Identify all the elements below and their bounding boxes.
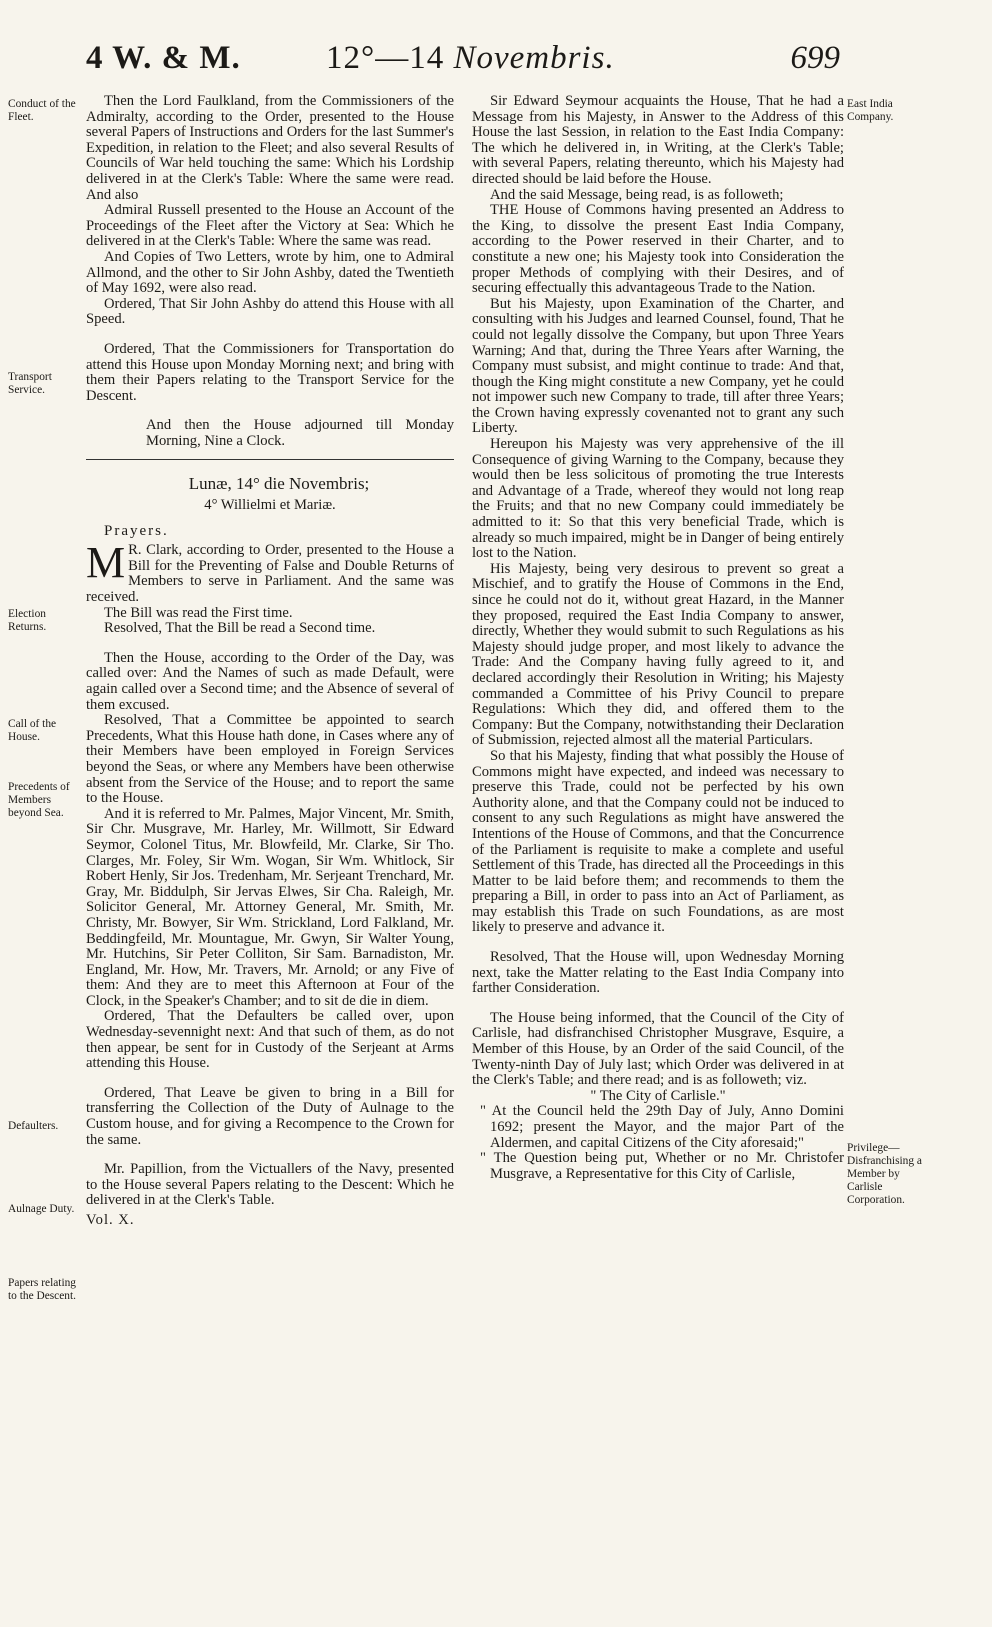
paragraph: Mr. Papillion, from the Victuallers of the Navy, presented to the House several Papers relating to the Descent: Which he delivered in at the Clerk's Table. [86,1161,454,1209]
paragraph: His Majesty, being very desirous to prevent so great a Mischief, and to gratify the House of Commons in the End, since he could not do it, without great Hazard, in the Manner they proposed, required the East India Company to answer, directly, Whether they would submit to such Regulations as his Majesty should judge proper, and most likely to advance the Trade: And the Company having fully agreed to it, and declared accordingly their Resolution in Writing; his Majesty commanded a Committee of his Privy Council to prepare Regulations: Which they did, and offered them to the Company: But the Company, notwithstanding their Declaration of Submission, rejected almost all the material Particulars. [472,560,844,749]
paragraph: And the said Message, being read, is as followeth; [490,186,784,203]
right-column [472,94,844,1182]
drop-cap: M [86,538,126,588]
margin-note-aulnage: Aulnage Duty. [8,1203,75,1215]
paragraph: Resolved, That the Bill be read a Second time. [104,620,376,637]
paragraph: But his Majesty, upon Examination of the Charter, and consulting with his Judges and learned Counsel, found, That he could not legally dissolve the Company, but upon Three Years Warning; And that, during the Three Years after Warning, the Company must subsist, and might continue to trade: And that, though the King might constitute a new Company, yet he could not impower such new Company to trade, till after three Years; the Crown having expressly covenanted not to grant any such Liberty. [472,295,844,437]
paragraph: Ordered, That the Defaulters be called over, upon Wednesday-sevennight next: And that such of them, as do not then appear, be sent for in Custody of the Serjeant at Arms attending this House. [86,1008,454,1072]
margin-note-call: Call of the House. [8,718,57,743]
quote-paragraph: " The Question being put, Whether or no Mr. Christofer Musgrave, a Representative for this City of Carlisle, [480,1150,844,1182]
paragraph: Resolved, That a Committee be appointed to search Precedents, What this House hath done, in Cases where any of their Members have been employed in Foreign Services beyond the Seas, or where any Members have been otherwise absent from the Service of the House; and to report the same to the House. [86,712,454,807]
paragraph: Admiral Russell presented to the House an Account of the Proceedings of the Fleet after the Victory at Sea: Which he delivered in at the Clerk's Table: Where the same was read. [86,202,454,250]
date-heading [326,40,615,77]
paragraph-dropcap [86,538,454,606]
quote-paragraph: " At the Council held the 29th Day of July, Anno Domini 1692; present the Mayor, and the major Part of the Aldermen, and capital Citizens of the City aforesaid;" [480,1103,844,1151]
margin-note-papers: Papers relating to the Descent. [8,1277,77,1302]
margin-note-defaulters: Defaulters. [8,1120,59,1132]
paragraph: And it is referred to Mr. Palmes, Major Vincent, Mr. Smith, Sir Chr. Musgrave, Mr. Harley, Mr. Willmott, Sir Edward Seymor, Colonel Titus, Mr. Blowfeild, Mr. Clarke, Sir Tho. Clarges, Mr. Foley, Sir Wm. Wogan, Sir Wm. Whitlock, Sir Robert Henly, Sir Jos. Tredenham, Mr. Serjeant Trenchard, Mr. Gray, Mr. Biddulph, Sir Jervas Elwes, Sir Cha. Raleigh, Mr. Solicitor General, Mr. Attorney General, Mr. Smith, Mr. Christy, Mr. Bowyer, Sir Wm. Strickland, Lord Falkland, Mr. Beddingfeild, Mr. Mountague, Mr. Gwyn, Sir Walter Young, Mr. Hutchins, Sir Peter Colliton, Sir Sam. Barnadiston, Mr. England, Mr. How, Mr. Travers, Mr. Arnold; or any Five of them: And they are to meet this Afternoon at Four of the Clock, in the Speaker's Chamber; and to sit de die in diem. [86,805,454,1009]
page-number: 699 [790,40,840,76]
page-header [86,40,840,90]
paragraph: Then the House, according to the Order of the Day, was called over: And the Names of such as made Default, were again called over a Second time; and the Absence of several of them excused. [86,649,454,713]
margin-note-election: Election Returns. [8,608,47,633]
margin-note-precedents: Precedents of Members beyond Sea. [8,781,70,819]
margin-note-privilege: Privilege—Disfranchising a Member by Carlisle Corporation. [847,1142,922,1206]
day-heading: Lunæ, 14° die Novembris; [188,474,370,494]
prayers-heading: Prayers. [104,522,169,539]
paragraph: The House being informed, that the Council of the City of Carlisle, had disfranchised Christopher Musgrave, Esquire, a Member of this House, by an Order of the said Council, of the Twenty-ninth Day of July last; which Order was delivered in at the Clerk's Table; and there read; and is as followeth; viz. [472,1009,844,1089]
margin-note-fleet: Conduct of the Fleet. [8,98,76,123]
margin-note-transport: Transport Service. [8,371,52,396]
paragraph: Ordered, That the Commissioners for Transportation do attend this House upon Monday Morning next; and bring with them their Papers relating to the Transport Service for the Descent. [86,340,454,404]
margin-note-east-india: East India Company. [847,98,894,123]
day-reign: 4° Willielmi et Mariæ. [204,497,336,514]
paragraph: THE House of Commons having presented an Address to the King, to dissolve the present East India Company, according to the Power reserved in their Charter, and to constitute a new one; his Majesty took into Consideration the proper Methods of complying with their Desires, and of securing effectually this advantageous Trade to the Nation. [472,202,844,297]
date-word: Novembris. [453,40,615,76]
paragraph: Sir Edward Seymour acquaints the House, That he had a Message from his Majesty, in Answer to the Address of this House the last Session, in relation to the East India Company: The which he delivered in, in Writing, at the Clerk's Table; with several Papers, relating thereunto, which his Majesty had directed should be laid before the House. [472,93,844,187]
paragraph: Hereupon his Majesty was very apprehensive of the ill Consequence of giving Warning to the Company, because they would then be less solicitous of promoting the true Interests and Advantage of a Trade, whereof they would not long reap the Fruits; and that no new Company could immediately be admitted to it: So that this very beneficial Trade, which is already so much impaired, might be in Danger of being entirely lost to the Nation. [472,436,844,562]
paragraph-text: R. Clark, according to Order, presented to the House a Bill for the Preventing of False and Double Returns of Members to serve in Parliament. And the same was received. [86,542,454,606]
left-column [86,94,454,1229]
volume-footer: Vol. X. [86,1212,135,1228]
paragraph: Then the Lord Faulkland, from the Commissioners of the Admiralty, according to the Order, presented to the House several Papers of Instructions and Orders for the last Summer's Expedition, in relation to the Fleet; and also several Results of Councils of War held touching the same: Which his Lordship delivered in at the Clerk's Table: Where the same were read. And also [86,93,454,203]
quote-heading: " The City of Carlisle." [590,1087,726,1104]
date-prefix: 12°—14 [326,40,445,76]
paragraph: The Bill was read the First time. [104,604,293,621]
paragraph: And Copies of Two Letters, wrote by him, one to Admiral Allmond, and the other to Sir John Ashby, dated the Twentieth of May 1692, were also read. [86,248,454,297]
paragraph: Resolved, That the House will, upon Wednesday Morning next, take the Matter relating to the East India Company into farther Consideration. [472,949,844,997]
adjournment-line: And then the House adjourned till Monday Morning, Nine a Clock. [146,417,454,449]
paragraph: Ordered, That Sir John Ashby do attend this House with all Speed. [86,295,454,328]
section-divider [86,459,454,460]
paragraph: So that his Majesty, finding that what possibly the House of Commons might have expected, and indeed was necessary to preserve this Trade, could not be perfected by his own Authority alone, and that the Company could not be induced to consent to any such Regulations as might have answered the Intentions of the House of Commons, and that the Concurrence of the Parliament is requisite to make a complete and useful Settlement of this Trade, has directed all the Proceedings in this Matter to be laid before them; and recommends to them the preparing a Bill, in order to pass into an Act of Parliament, as may establish this Trade on such Foundations, as are most likely to preserve and advance it. [472,747,844,936]
paragraph: Ordered, That Leave be given to bring in a Bill for transferring the Collection of the Duty of Aulnage to the Custom house, and for giving a Recompence to the Crown for the same. [86,1084,454,1148]
reign-heading: 4 W. & M. [86,40,241,76]
